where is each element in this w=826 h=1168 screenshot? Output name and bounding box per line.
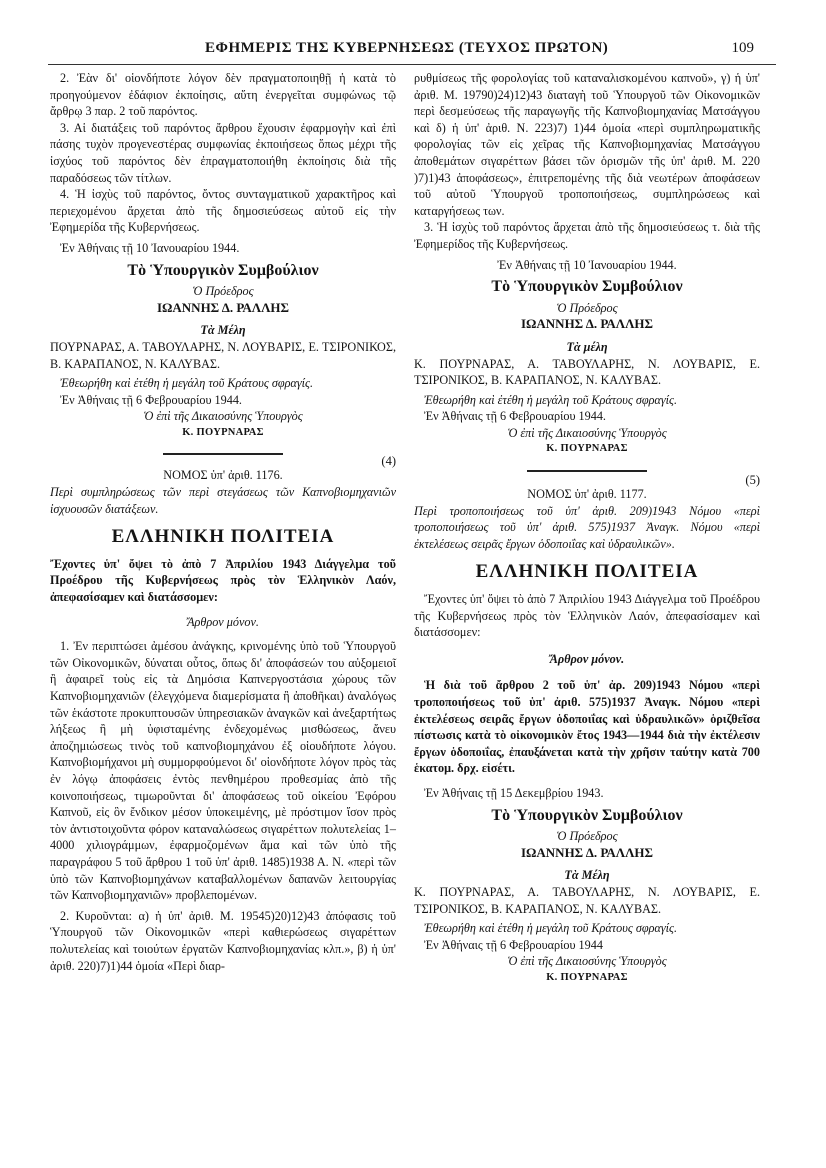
president-name: ΙΩΑΝΝΗΣ Δ. ΡΑΛΛΗΣ — [520, 844, 654, 860]
page-header — [0, 40, 826, 62]
right-column — [414, 70, 760, 987]
paragraph: 3. Αἱ διατάξεις τοῦ παρόντος ἄρθρου ἔχουσιν ἐφαρμογὴν καὶ ἐπὶ πάσης τυχὸν προγενεστέρας συμφωνίας ἐκποιήσεως ὅπως μέχρι τῆς ἰσχύος τοῦ παρόντος δὲν ἐπραγματοποιήθη ἐκποίησις διὰ τῆς παραδόσεως τῶν τίτλων. — [50, 120, 396, 185]
members-list: Κ. ΠΟΥΡΝΑΡΑΣ, Α. ΤΑΒΟΥΛΑΡΗΣ, Ν. ΛΟΥΒΑΡΙΣ, Ε. ΤΣΙΡΟΝΙΚΟΣ, Β. ΚΑΡΑΠΑΝΟΣ, Ν. ΚΑΛΥΒΑΣ. — [414, 356, 760, 388]
minister-label: Ὁ ἐπὶ τῆς Δικαιοσύνης Ὑπουργὸς — [143, 409, 303, 424]
president-label: Ὁ Πρόεδρος — [192, 284, 254, 299]
minister-name: Κ. ΠΟΥΡΝΑΡΑΣ — [182, 426, 264, 438]
paragraph: 1. Ἐν περιπτώσει ἀμέσου ἀνάγκης, κρινομένης ὑπὸ τοῦ Ὑπουργοῦ τῶν Οἰκονομικῶν, δύναται οὗτος, ὅπως δι' ἀποφάσεών του αὐξομειοῖ ἢ ἀφαιρεῖ τοὺς εἰς τὰ Δημόσια Καπνεργοστάσια χώρους τῶν Καπνοβιομηχανιῶν (ἐλεγχόμενα διαμερίσματα ἢ ἀποθῆκαι) ἀναλόγως τῶν ἑκάστοτε προκυπτουσῶν ὑπηρεσιακῶν ἀναγκῶν καὶ ἀνεξαρτήτως λήξεως ἢ μὴ ὑφισταμένης ἐνδεχομένως μισθώσεως, ἄνευ ἀποζημιώσεως τινὸς τοῦ καπνοβιομηχάνου ἐξ οἱουδήποτε λόγου. Καπνοβιομήχανοι μὴ συμμορφούμενοι δι' οἱονδήποτε λόγον πρὸς τὰς ἐν λόγῳ ἀποφάσεις ἐντὸς πενθημέρου προθεσμίας ἀπὸ τῆς κοινοποιήσεως, τιμωροῦνται δι' ἀποφάσεως τοῦ οἰκείου Ἐφόρου Καπνοῦ, εἰς ὃν ἔνδικον μέσον ὑποκειμένης, μὲ πρόστιμον ἴσον πρὸς τὸν ἀντιστοιχοῦντα φόρον καταναλώσεως σιγαρέττων πολυτελείας 1–4000 χιλιογράμμων, ἐφαρμοζομένων ἅμα καὶ τῶν ὑπὸ τῆς παραγράφου 5 τοῦ ἄρθρου 1 τοῦ ὑπ' ἀριθ. 1485)1938 Α. Ν. «περὶ τῶν ὑπὸ τῶν Καπνοβιομηχάνων καταβαλλομένων δαπανῶν λειτουργίας τῶν Καπνοβιομηχανιῶν» προβλεπομένων. — [50, 639, 396, 903]
date-line: Ἐν Ἀθήναις τῇ 15 Δεκεμβρίου 1943. — [424, 785, 604, 800]
paragraph: ρυθμίσεως τῆς φορολογίας τοῦ καταναλισκομένου καπνοῦ», γ) ἡ ὑπ' ἀριθ. Μ. 19790)24)12)43 διαταγὴ τοῦ Ὑπουργοῦ τῶν Οἰκονομικῶν περὶ δεσμεύσεως τῆς παραγωγῆς τῆς Καπνοβιομηχανίας Ματσάγγου καὶ δ) ἡ ὑπ' ἀριθ. Ν. 223)7) 1)44 ὁμοία «περὶ συμπληρωματικῆς φορολογίας τῶν εἰς χεῖρας τῆς Καπνοβιομηχανίας Ματσάγγου ἀποθεμάτων σιγαρέττων βάσει τῶν ὁρισμῶν τῆς ὑπ' ἀριθ. Μ. 220 )7)1)43 ἀποφάσεως», ἐπιτρεπομένης τῆς διὰ νεωτέρων ἀποφάσεων τοῦ αὐτοῦ Ὑπουργοῦ τροποποιήσεως, συμπληρώσεως καὶ καταργήσεως των. — [414, 71, 760, 218]
page-number: 109 — [731, 40, 754, 56]
minister-label: Ὁ ἐπὶ τῆς Δικαιοσύνης Ὑπουργὸς — [507, 954, 667, 969]
section-divider — [527, 470, 647, 472]
paragraph: 2. Ἐὰν δι' οἱονδήποτε λόγον δὲν πραγματοποιηθῇ ἡ κατὰ τὸ προηγούμενον ἐδάφιον ἐκποίησις, αὕτη ἐνεργεῖται συμφώνως τῷ ἄρθρῳ 3 παρ. 2 τοῦ παρόντος. — [50, 71, 396, 119]
council-heading: Τὸ Ὑπουργικὸν Συμβούλιον — [491, 806, 683, 824]
paragraph: 4. Ἡ ἰσχὺς τοῦ παρόντος, ὄντος συνταγματικοῦ χαρακτῆρος καὶ περιεχομένου ἄρχεται ἀπὸ τῆς δημοσιεύσεως αὐτοῦ εἰς τὴν Ἐφημερίδα τῆς Κυβερνήσεως. — [50, 187, 396, 235]
members-label: Τὰ Μέλη — [200, 323, 246, 338]
president-name: ΙΩΑΝΝΗΣ Δ. ΡΑΛΛΗΣ — [520, 316, 654, 332]
law-number: (5) — [745, 473, 760, 488]
law-title: ΝΟΜΟΣ ὑπ' ἀριθ. 1177. — [527, 487, 647, 502]
law-heading — [50, 454, 396, 484]
seal-line: Ἐθεωρήθη καὶ ἐτέθη ἡ μεγάλη τοῦ Κράτους σφραγίς. — [424, 921, 678, 936]
president-name: ΙΩΑΝΝΗΣ Δ. ΡΑΛΛΗΣ — [156, 299, 290, 315]
section-divider — [163, 453, 283, 455]
minister-name: Κ. ΠΟΥΡΝΑΡΑΣ — [546, 443, 628, 455]
paragraph: 3. Ἡ ἰσχὺς τοῦ παρόντος ἄρχεται ἀπὸ τῆς δημοσιεύσεως τ. διὰ τῆς Ἐφημερίδος τῆς Κυβερνήσεως. — [414, 220, 760, 251]
header-rule — [48, 64, 776, 65]
date-line: Ἐν Ἀθήναις τῇ 6 Φεβρουαρίου 1944. — [424, 409, 606, 424]
members-label: Τὰ μέλη — [566, 339, 608, 354]
law-heading — [414, 473, 760, 503]
state-heading: ΕΛΛΗΝΙΚΗ ΠΟΛΙΤΕΙΑ — [475, 561, 699, 583]
seal-line: Ἐθεωρήθη καὶ ἐτέθη ἡ μεγάλη τοῦ Κράτους σφραγίς. — [424, 392, 678, 407]
council-heading: Τὸ Ὑπουργικὸν Συμβούλιον — [127, 261, 319, 279]
minister-name: Κ. ΠΟΥΡΝΑΡΑΣ — [546, 971, 628, 983]
gazette-title: ΕΦΗΜΕΡΙΣ ΤΗΣ ΚΥΒΕΡΝΗΣΕΩΣ (ΤΕΥΧΟΣ ΠΡΩΤΟΝ) — [205, 40, 609, 56]
article-heading: Ἄρθρον μόνον. — [187, 614, 259, 629]
president-label: Ὁ Πρόεδρος — [556, 300, 618, 315]
council-heading: Τὸ Ὑπουργικὸν Συμβούλιον — [491, 278, 683, 296]
minister-label: Ὁ ἐπὶ τῆς Δικαιοσύνης Ὑπουργὸς — [507, 425, 667, 440]
law-number: (4) — [381, 454, 396, 469]
article-heading: Ἄρθρον μόνον. — [549, 651, 625, 666]
members-label: Τὰ Μέλη — [564, 868, 610, 883]
president-label: Ὁ Πρόεδρος — [556, 829, 618, 844]
date-line: Ἐν Ἀθήναις τῇ 10 Ἰανουαρίου 1944. — [497, 257, 677, 272]
preamble: Ἔχοντες ὑπ' ὄψει τὸ ἀπὸ 7 Ἀπριλίου 1943 Διάγγελμα τοῦ Προέδρου τῆς Κυβερνήσεως πρὸς τὸν Ἑλληνικὸν Λαόν, ἀπεφασίσαμεν καὶ διατάσσομεν: — [50, 556, 396, 605]
date-line: Ἐν Ἀθήναις τῇ 10 Ἰανουαρίου 1944. — [60, 240, 240, 255]
state-heading: ΕΛΛΗΝΙΚΗ ΠΟΛΙΤΕΙΑ — [111, 526, 335, 548]
law-title: ΝΟΜΟΣ ὑπ' ἀριθ. 1176. — [163, 468, 283, 483]
law-subject: Περὶ τροποποιήσεως τοῦ ὑπ' ἀριθ. 209)1943 Νόμου «περὶ τροποποιήσεως τοῦ ὑπ' ἀριθ. 575)1937 Ἀναγκ. Νόμου «περὶ ἐκτελέσεως σειρᾶς ἔργων ὁδοποιΐας καὶ ὑδραυλικῶν». — [414, 503, 760, 551]
members-list: ΠΟΥΡΝΑΡΑΣ, Α. ΤΑΒΟΥΛΑΡΗΣ, Ν. ΛΟΥΒΑΡΙΣ, Ε. ΤΣΙΡΟΝΙΚΟΣ, Β. ΚΑΡΑΠΑΝΟΣ, Ν. ΚΑΛΥΒΑΣ. — [50, 339, 396, 371]
paragraph: 2. Κυροῦνται: α) ἡ ὑπ' ἀριθ. Μ. 19545)20)12)43 ἀπόφασις τοῦ Ὑπουργοῦ τῶν Οἰκονομικῶν «περὶ καθιερώσεως σιγαρέττων πολυτελείας καὶ τοιούτων ἐργατῶν Καπνοβιομηχανίας κλπ.», β) ἡ ὑπ' ἀριθ. 220)7)1)44 ὁμοία «Περὶ διαρ- — [50, 908, 396, 973]
law-subject: Περὶ συμπληρώσεως τῶν περὶ στεγάσεως τῶν Καπνοβιομηχανιῶν ἰσχυουσῶν διατάξεων. — [50, 485, 396, 516]
date-line: Ἐν Ἀθήναις τῇ 6 Φεβρουαρίου 1944. — [60, 392, 242, 407]
date-line: Ἐν Ἀθήναις τῇ 6 Φεβρουαρίου 1944 — [424, 937, 603, 952]
left-column — [50, 70, 396, 974]
members-list: Κ. ΠΟΥΡΝΑΡΑΣ, Α. ΤΑΒΟΥΛΑΡΗΣ, Ν. ΛΟΥΒΑΡΙΣ, Ε. ΤΣΙΡΟΝΙΚΟΣ, Β. ΚΑΡΑΠΑΝΟΣ, Ν. ΚΑΛΥΒΑΣ. — [414, 884, 760, 916]
preamble: Ἔχοντες ὑπ' ὄψει τὸ ἀπὸ 7 Ἀπριλίου 1943 Διάγγελμα τοῦ Προέδρου τῆς Κυβερνήσεως πρὸς τὸν Ἑλληνικὸν Λαόν, ἀπεφασίσαμεν καὶ διατάσσομεν: — [414, 592, 760, 640]
seal-line: Ἐθεωρήθη καὶ ἐτέθη ἡ μεγάλη τοῦ Κράτους σφραγίς. — [60, 376, 314, 391]
paragraph: Ἡ διὰ τοῦ ἄρθρου 2 τοῦ ὑπ' ἀρ. 209)1943 Νόμου «περὶ τροποποιήσεως τοῦ ὑπ' ἀριθ. 575)1937 Ἀναγκ. Νόμου «περὶ ἐκτελέσεως σειρᾶς ἔργων ὁδοποιΐας καὶ ὑδραυλικῶν» ὁριζθεῖσα πίστωσις κατὰ τὸ οἰκονομικὸν ἔτος 1943—1944 διὰ τὴν ἐκτέλεσιν ἔργων ὁδοποιΐας, ἐπαυξάνεται κατὰ τὴν χρῆσιν ταύτην κατὰ 700 ἑκατομ. δρχ. εἰσέτι. — [414, 678, 760, 776]
